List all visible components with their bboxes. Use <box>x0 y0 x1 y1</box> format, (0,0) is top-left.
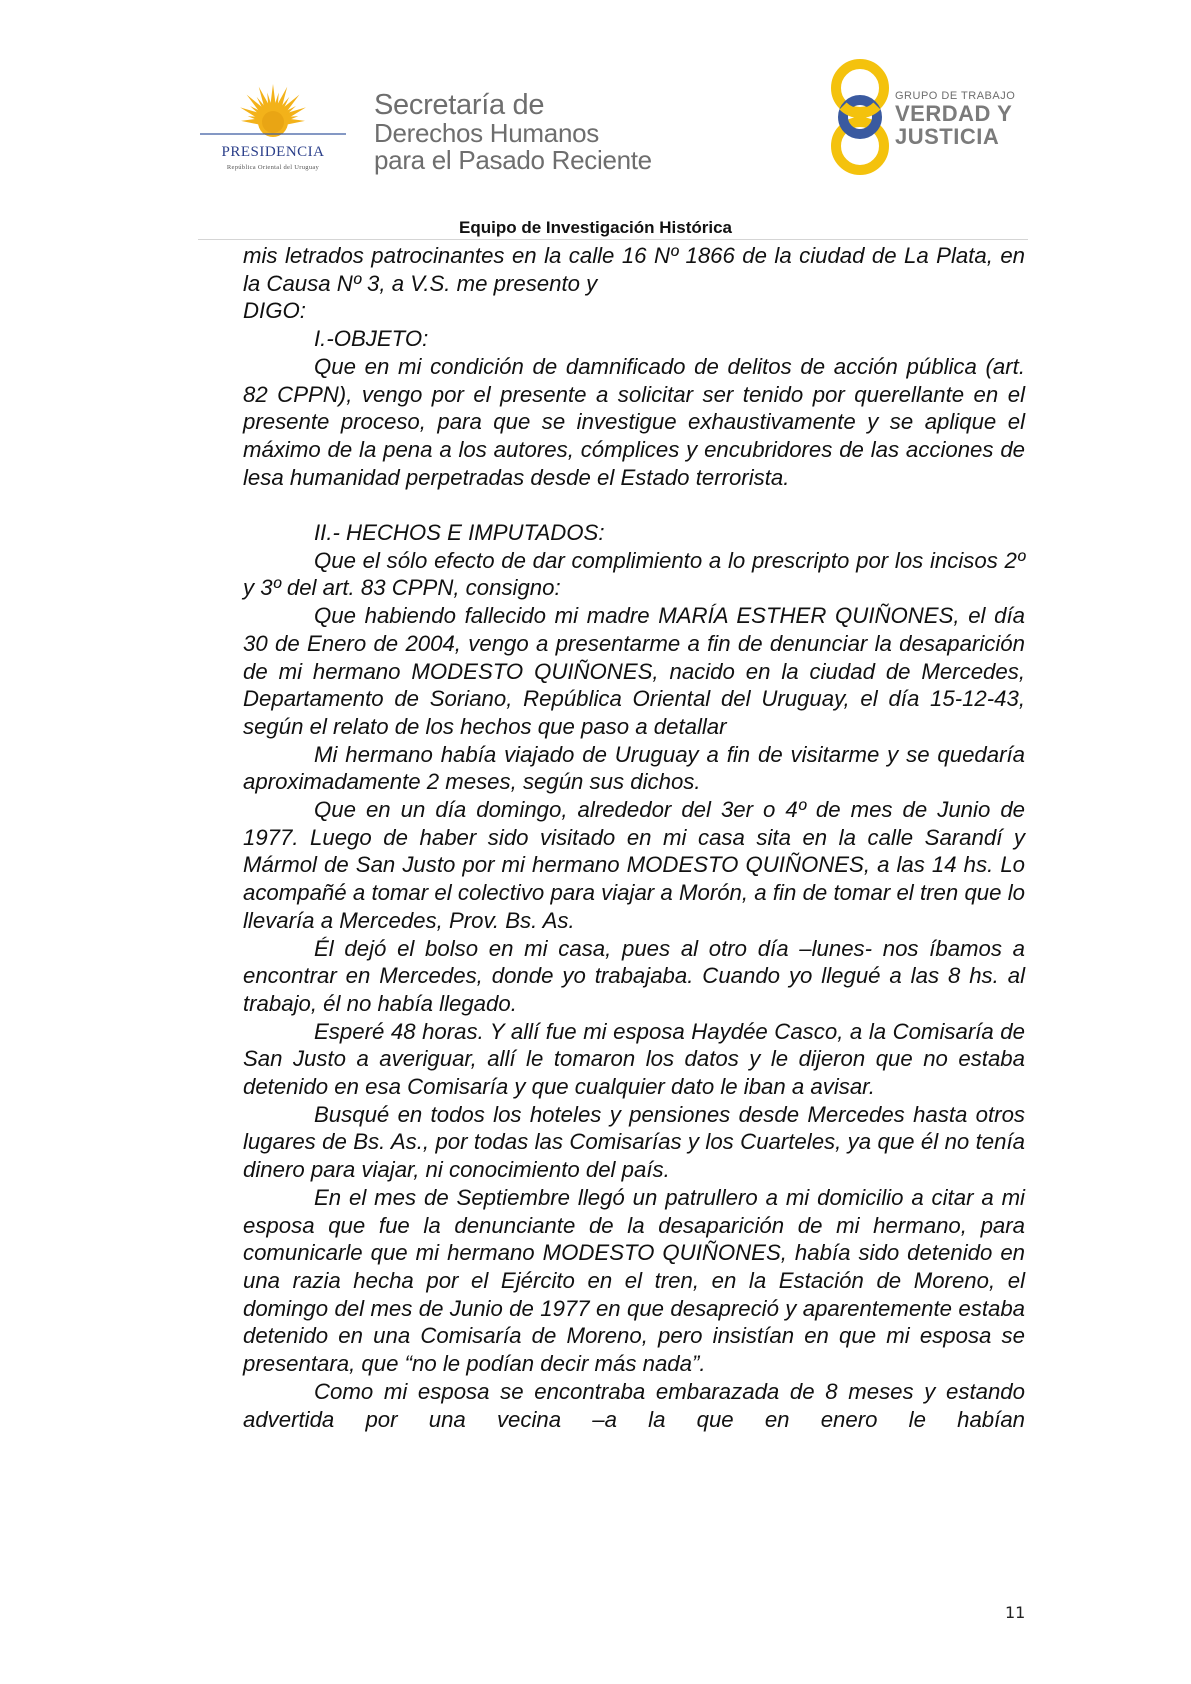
secretaria-line1: Secretaría de <box>374 89 545 121</box>
paragraph: Que habiendo fallecido mi madre MARÍA ESTHER QUIÑONES, el día 30 de Enero de 2004, vengo a presentarme a fin de denunciar la desaparición de mi hermano MODESTO QUIÑONES, nacido en la ciudad de Mercedes, Departamento de Soriano, República Oriental del Uruguay, el día 15-12-43, según el relato de los hechos que paso a detallar <box>243 603 1025 739</box>
secretaria-line3: para el Pasado Reciente <box>374 145 652 175</box>
secretaria-line2: Derechos Humanos <box>374 118 599 148</box>
blank-line <box>243 491 1025 519</box>
paragraph: Esperé 48 horas. Y allí fue mi esposa Haydée Casco, a la Comisaría de San Justo a averiguar, allí le tomaron los datos y le dijeron que no estaba detenido en esa Comisaría y que cualquier dato le iban a avisar. <box>243 1018 1025 1100</box>
verdad-justicia-rings-icon <box>815 58 905 178</box>
paragraph: Que el sólo efecto de dar complimiento a lo prescripto por los incisos 2º y 3º del art. 83 CPPN, consigno: <box>243 547 1025 601</box>
header-divider <box>198 239 1028 240</box>
presidencia-subtitle: República Oriental del Uruguay <box>226 164 320 171</box>
section-heading: II.- HECHOS E IMPUTADOS: <box>314 520 605 546</box>
document-body <box>243 242 1025 1433</box>
paragraph: Que en mi condición de damnificado de delitos de acción pública (art. 82 CPPN), vengo por el presente a solicitar ser tenido por querellante en el presente proceso, para que se investigue exhaustivamente y se aplique el máximo de la pena a los autores, cómplices y encubridores de las acciones de lesa humanidad perpetradas desde el Estado terrorista. <box>243 353 1025 490</box>
presidencia-wordmark: PRESIDENCIA <box>221 144 325 160</box>
paragraph: Busqué en todos los hoteles y pensiones desde Mercedes hasta otros lugares de Bs. As., por todas las Comisarías y los Cuarteles, ya que él no tenía dinero para viajar, ni conocimiento del país. <box>243 1101 1025 1183</box>
paragraph: Como mi esposa se encontraba embarazada de 8 meses y estando advertida por una vecina –a la que en enero le habían <box>243 1378 1025 1432</box>
paragraph: mis letrados patrocinantes en la calle 16 Nº 1866 de la ciudad de La Plata, en la Causa Nº 3, a V.S. me presento y <box>243 243 1025 296</box>
gtvj-line3: JUSTICIA <box>895 124 1000 149</box>
verdad-justicia-wordmark <box>895 90 1015 148</box>
sun-icon <box>198 80 348 144</box>
paragraph: En el mes de Septiembre llegó un patrullero a mi domicilio a citar a mi esposa que fue la denunciante de la desaparición de mi hermano, para comunicarle que mi hermano MODESTO QUIÑONES, había sido detenido en una razia hecha por el Ejército en el tren, en la Estación de Moreno, el domingo del mes de Junio de 1977 en que desapreció y aparentemente estaba detenido en una Comisaría de Moreno, pero insistían en que mi esposa se presentara, que “no le podían decir más nada”. <box>243 1184 1025 1377</box>
paragraph: DIGO: <box>243 298 306 324</box>
paragraph: Mi hermano había viajado de Uruguay a fin de visitarme y se quedaría aproximadamente 2 meses, según sus dichos. <box>243 741 1025 795</box>
gtvj-line2: VERDAD Y <box>895 101 1013 126</box>
section-heading: I.-OBJETO: <box>314 326 429 352</box>
paragraph: Que en un día domingo, alrededor del 3er o 4º de mes de Junio de 1977. Luego de haber sido visitado en mi casa sita en la calle Sarandí y Mármol de San Justo por mi hermano MODESTO QUIÑONES, a las 14 hs. Lo acompañé a tomar el colectivo para viajar a Morón, a fin de tomar el tren que lo llevaría a Mercedes, Prov. Bs. As. <box>243 797 1025 933</box>
paragraph: Él dejó el bolso en mi casa, pues al otro día –lunes- nos íbamos a encontrar en Mercedes, donde yo trabajaba. Cuando yo llegué a las 8 hs. al trabajo, él no había llegado. <box>243 935 1025 1016</box>
page-number: 11 <box>1005 1603 1026 1622</box>
presidencia-logo <box>198 80 348 180</box>
gtvj-line1: GRUPO DE TRABAJO <box>895 90 1016 102</box>
secretaria-logo <box>374 90 652 174</box>
team-title: Equipo de Investigación Histórica <box>459 218 732 237</box>
